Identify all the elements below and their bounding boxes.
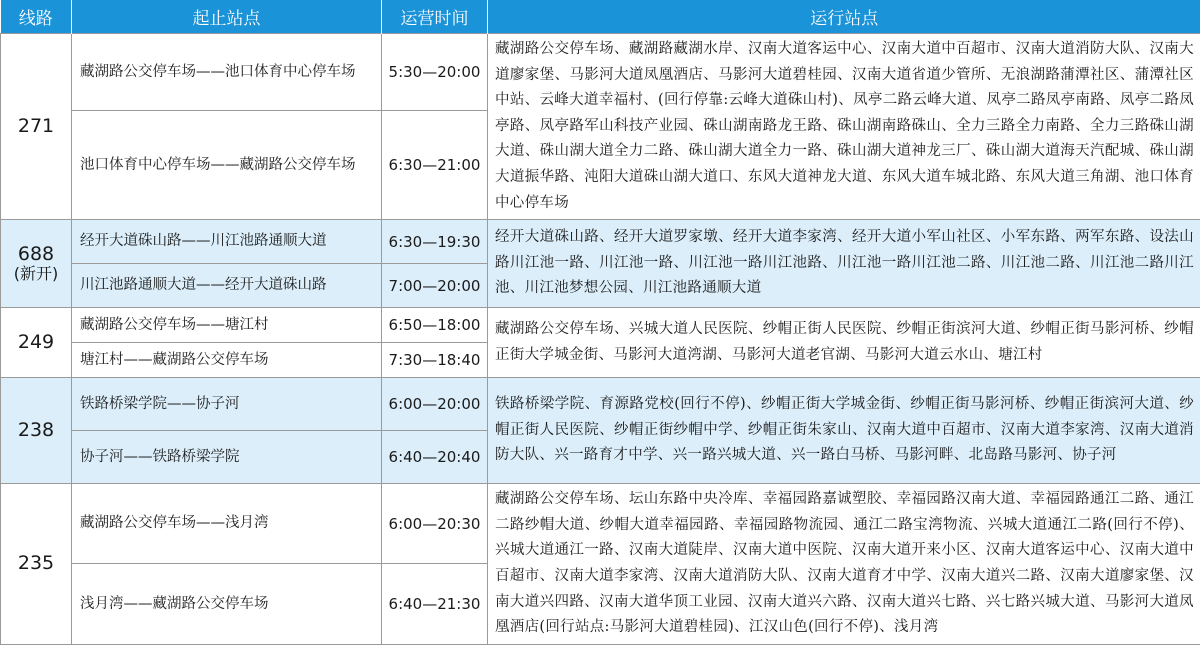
header-route: 线路: [1, 0, 72, 34]
route-terminals: 协子河——铁路桥梁学院: [72, 431, 382, 484]
table-row: [1, 220, 1200, 264]
route-stops: 藏湖路公交停车场、兴城大道人民医院、纱帽正街人民医院、纱帽正街滨河大道、纱帽正街马影河桥、纱帽正街大学城金街、马影河大道湾湖、马影河大道老官湖、马影河大道云水山、塘江村: [488, 308, 1200, 378]
route-terminals: 铁路桥梁学院——协子河: [72, 378, 382, 431]
route-number: 238: [1, 378, 72, 484]
route-terminals: 塘江村——藏湖路公交停车场: [72, 343, 382, 378]
route-hours: 6:00—20:30: [382, 484, 488, 564]
route-number: 271: [1, 34, 72, 220]
route-number: 249: [1, 308, 72, 378]
header-terminals: 起止站点: [72, 0, 382, 34]
route-hours: 6:30—19:30: [382, 220, 488, 264]
route-note: (新开): [1, 265, 71, 283]
route-hours: 6:40—20:40: [382, 431, 488, 484]
route-stops: 藏湖路公交停车场、坛山东路中央冷库、幸福园路嘉诚塑胶、幸福园路汉南大道、幸福园路通江二路、通江二路纱帽大道、纱帽大道幸福园路、幸福园路物流园、通江二路宝湾物流、兴城大道通江二路(回行不停)、兴城大道通江一路、汉南大道陡岸、汉南大道中医院、汉南大道开来小区、汉南大道客运中心、汉南大道中百超市、汉南大道李家湾、汉南大道消防大队、汉南大道育才中学、汉南大道兴二路、汉南大道廖家堡、汉南大道兴四路、汉南大道华顶工业园、汉南大道兴六路、汉南大道兴七路、兴七路兴城大道、马影河大道凤凰酒店(回行站点:马影河大道碧桂园)、江汉山色(回行不停)、浅月湾: [488, 484, 1200, 645]
route-hours: 5:30—20:00: [382, 34, 488, 111]
table-header-row: [1, 0, 1200, 34]
route-terminals: 藏湖路公交停车场——池口体育中心停车场: [72, 34, 382, 111]
header-hours: 运营时间: [382, 0, 488, 34]
table-row: [1, 34, 1200, 111]
table-row: [1, 378, 1200, 431]
route-terminals: 藏湖路公交停车场——塘江村: [72, 308, 382, 343]
route-hours: 6:40—21:30: [382, 564, 488, 644]
header-stops: 运行站点: [488, 0, 1200, 34]
route-terminals: 藏湖路公交停车场——浅月湾: [72, 484, 382, 564]
route-terminals: 池口体育中心停车场——藏湖路公交停车场: [72, 111, 382, 220]
route-terminals: 川江池路通顺大道——经开大道硃山路: [72, 264, 382, 308]
route-stops: 铁路桥梁学院、育源路党校(回行不停)、纱帽正街大学城金街、纱帽正街马影河桥、纱帽正街滨河大道、纱帽正街人民医院、纱帽正街纱帽中学、纱帽正街朱家山、汉南大道中百超市、汉南大道李家湾、汉南大道消防大队、兴一路育才中学、兴一路兴城大道、兴一路白马桥、马影河畔、北岛路马影河、协子河: [488, 378, 1200, 484]
route-terminals: 浅月湾——藏湖路公交停车场: [72, 564, 382, 644]
route-hours: 7:30—18:40: [382, 343, 488, 378]
route-number: 235: [1, 484, 72, 645]
route-hours: 6:30—21:00: [382, 111, 488, 220]
route-hours: 7:00—20:00: [382, 264, 488, 308]
route-stops: 藏湖路公交停车场、藏湖路藏湖水岸、汉南大道客运中心、汉南大道中百超市、汉南大道消防大队、汉南大道廖家堡、马影河大道凤凰酒店、马影河大道碧桂园、汉南大道省道少管所、无浪湖路蒲潭社区、蒲潭社区中站、云峰大道幸福村、(回行停靠:云峰大道硃山村)、凤亭二路云峰大道、凤亭二路凤亭南路、凤亭二路凤亭路、凤亭路军山科技产业园、硃山湖南路龙王路、硃山湖南路硃山、全力三路全力南路、全力三路硃山湖大道、硃山湖大道全力二路、硃山湖大道全力一路、硃山湖大道神龙三厂、硃山湖大道海天汽配城、硃山湖大道振华路、沌阳大道硃山湖大道口、东风大道神龙大道、东风大道车城北路、东风大道三角湖、池口体育中心停车场: [488, 34, 1200, 220]
table-row: [1, 484, 1200, 564]
route-hours: 6:50—18:00: [382, 308, 488, 343]
route-stops: 经开大道硃山路、经开大道罗家墩、经开大道李家湾、经开大道小军山社区、小军东路、两军东路、设法山路川江池一路、川江池一路、川江池一路川江池路、川江池一路川江池二路、川江池二路、川江池二路川江池、川江池梦想公园、川江池路通顺大道: [488, 220, 1200, 308]
route-terminals: 经开大道硃山路——川江池路通顺大道: [72, 220, 382, 264]
route-hours: 6:00—20:00: [382, 378, 488, 431]
table-row: [1, 308, 1200, 343]
route-number: 688 (新开): [1, 220, 72, 308]
